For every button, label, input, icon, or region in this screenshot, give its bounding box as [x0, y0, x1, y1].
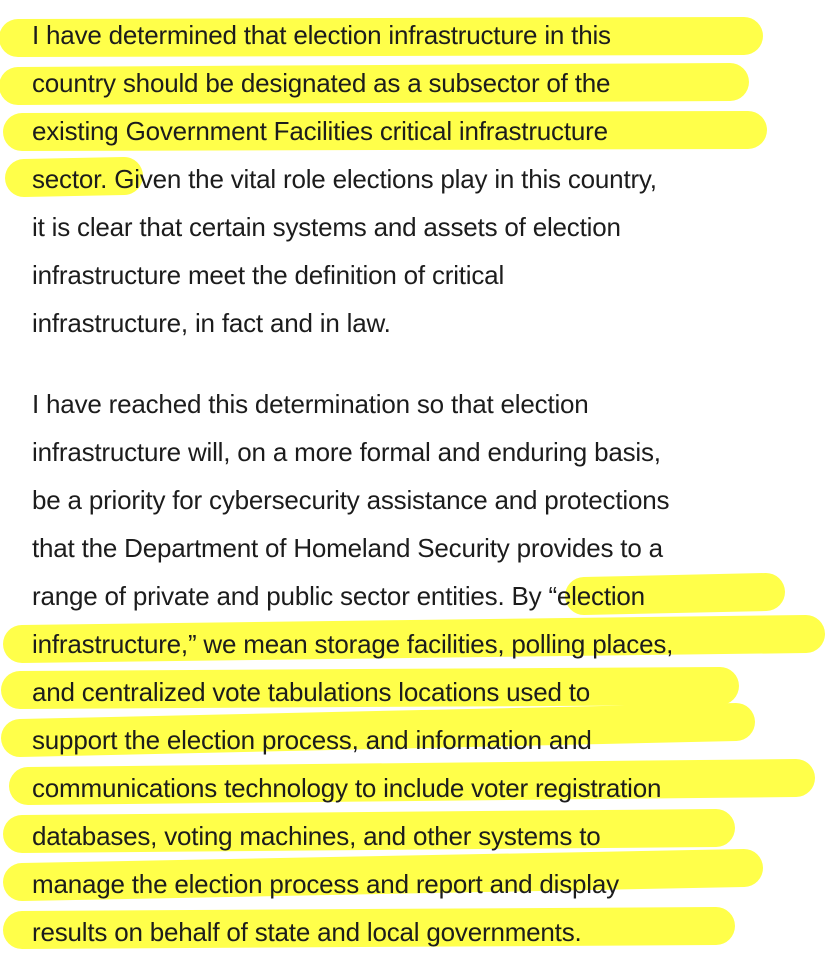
- text-line: infrastructure,” we mean storage facilities, polling places,: [32, 629, 674, 659]
- text-line: that the Department of Homeland Security provides to a: [32, 533, 663, 563]
- text-line: sector. Given the vital role elections play in this country,: [32, 164, 657, 194]
- text-line: I have reached this determination so that election: [32, 389, 589, 419]
- text-line: infrastructure will, on a more formal and enduring basis,: [32, 437, 661, 467]
- text-line: communications technology to include voter registration: [32, 773, 662, 803]
- text-line: range of private and public sector entities. By “election: [32, 581, 645, 611]
- text-line: results on behalf of state and local governments.: [32, 917, 582, 947]
- text-line: I have determined that election infrastructure in this: [32, 20, 611, 50]
- text-line: and centralized vote tabulations locations used to: [32, 677, 591, 707]
- text-line: country should be designated as a subsector of the: [32, 68, 611, 98]
- text-line: support the election process, and information and: [32, 725, 592, 755]
- text-line: databases, voting machines, and other systems to: [32, 821, 601, 851]
- text-line: existing Government Facilities critical infrastructure: [32, 116, 608, 146]
- paragraph-2: [32, 380, 812, 956]
- text-line: be a priority for cybersecurity assistance and protections: [32, 485, 670, 515]
- text-line: manage the election process and report and display: [32, 869, 619, 899]
- paragraph-1: [32, 11, 812, 347]
- text-line: infrastructure meet the definition of critical: [32, 260, 505, 290]
- text-line: it is clear that certain systems and assets of election: [32, 212, 621, 242]
- text-line: infrastructure, in fact and in law.: [32, 308, 391, 338]
